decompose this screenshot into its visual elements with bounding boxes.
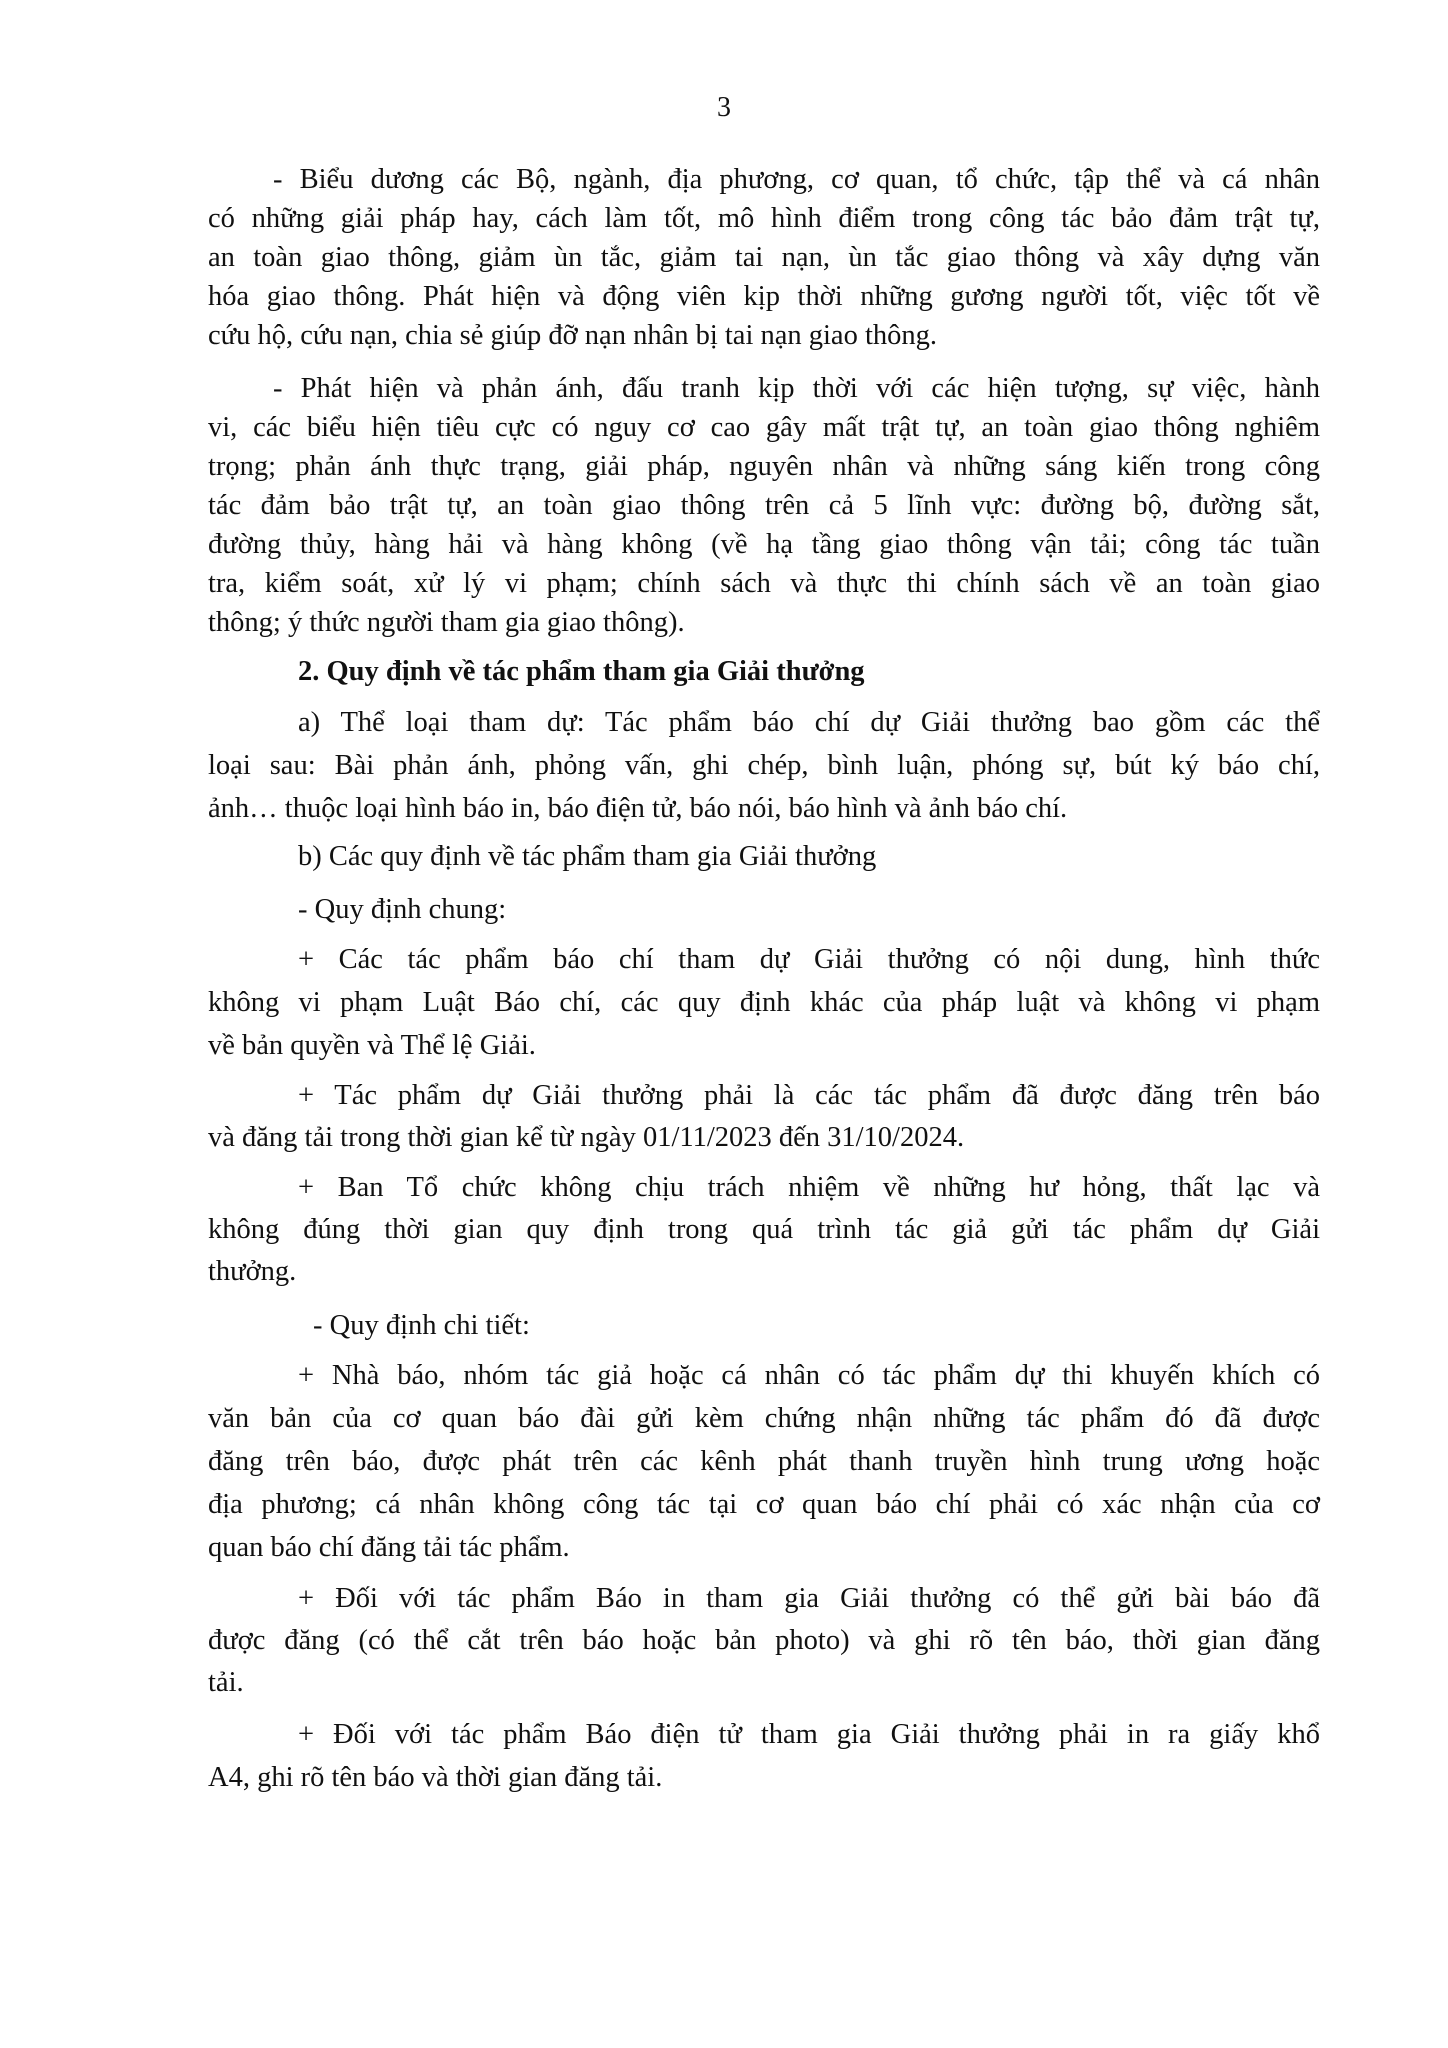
page-number: 3 (717, 92, 731, 123)
section-heading (208, 652, 1320, 692)
text-line: về bản quyền và Thể lệ Giải. (208, 1030, 536, 1061)
text-line: địa phương; cá nhân không công tác tại cơ quan báo chí phải có xác nhận của cơ (208, 1489, 1320, 1520)
text-line: + Đối với tác phẩm Báo điện tử tham gia Giải thưởng phải in ra giấy khổ (298, 1719, 1320, 1750)
paragraph-phat-hien (208, 369, 1320, 642)
text-line: + Ban Tổ chức không chịu trách nhiệm về những hư hỏng, thất lạc và (298, 1172, 1320, 1203)
text-line: không đúng thời gian quy định trong quá trình tác giả gửi tác phẩm dự Giải (208, 1214, 1320, 1245)
text-line: thưởng. (208, 1256, 297, 1287)
text-line: đăng trên báo, được phát trên các kênh phát thanh truyền hình trung ương hoặc (208, 1446, 1320, 1477)
text-line: - Quy định chi tiết: (313, 1310, 530, 1341)
text-line: đường thủy, hàng hải và hàng không (về hạ tầng giao thông vận tải; công tác tuần (208, 529, 1320, 560)
text-line: b) Các quy định về tác phẩm tham gia Giải thưởng (298, 841, 877, 872)
text-line: + Tác phẩm dự Giải thưởng phải là các tác phẩm đã được đăng trên báo (298, 1080, 1320, 1111)
text-line: an toàn giao thông, giảm ùn tắc, giảm tai nạn, ùn tắc giao thông và xây dựng văn (208, 242, 1320, 273)
paragraph-nha-bao (208, 1354, 1320, 1569)
text-line: tra, kiểm soát, xử lý vi phạm; chính sách và thực thi chính sách về an toàn giao (208, 568, 1320, 599)
paragraph-thoi-gian (208, 1075, 1320, 1159)
paragraph-cac-quy-dinh (208, 837, 1320, 877)
text-line: thông; ý thức người tham gia giao thông). (208, 607, 685, 638)
text-line: có những giải pháp hay, cách làm tốt, mô hình điểm trong công tác bảo đảm trật tự, (208, 203, 1320, 234)
text-line: a) Thể loại tham dự: Tác phẩm báo chí dự Giải thưởng bao gồm các thể (298, 707, 1320, 738)
text-line: trọng; phản ánh thực trạng, giải pháp, nguyên nhân và những sáng kiến trong công (208, 451, 1320, 482)
text-line: và đăng tải trong thời gian kể từ ngày 01/11/2023 đến 31/10/2024. (208, 1122, 965, 1153)
text-line: được đăng (có thể cắt trên báo hoặc bản photo) và ghi rõ tên báo, thời gian đăng (208, 1625, 1320, 1656)
text-line: - Quy định chung: (298, 894, 507, 925)
text-line: văn bản của cơ quan báo đài gửi kèm chứng nhận những tác phẩm đó đã được (208, 1403, 1320, 1434)
text-line: A4, ghi rõ tên báo và thời gian đăng tải. (208, 1762, 663, 1793)
paragraph-quy-dinh-chung (208, 890, 1320, 930)
paragraph-bao-in (208, 1578, 1320, 1704)
text-line: + Đối với tác phẩm Báo in tham gia Giải thưởng có thể gửi bài báo đã (298, 1583, 1320, 1614)
paragraph-ban-to-chuc (208, 1167, 1320, 1293)
text-line: vi, các biểu hiện tiêu cực có nguy cơ cao gây mất trật tự, an toàn giao thông nghiêm (208, 412, 1320, 443)
text-line: 2. Quy định về tác phẩm tham gia Giải thưởng (298, 656, 865, 687)
paragraph-noi-dung (208, 938, 1320, 1067)
text-line: không vi phạm Luật Báo chí, các quy định khác của pháp luật và không vi phạm (208, 987, 1320, 1018)
paragraph-bieu-duong (208, 160, 1320, 355)
text-line: quan báo chí đăng tải tác phẩm. (208, 1532, 570, 1563)
text-line: hóa giao thông. Phát hiện và động viên kịp thời những gương người tốt, việc tốt về (208, 281, 1320, 312)
text-line: + Các tác phẩm báo chí tham dự Giải thưởng có nội dung, hình thức (298, 944, 1320, 975)
paragraph-the-loai (208, 701, 1320, 830)
paragraph-quy-dinh-chi-tiet (208, 1306, 1320, 1346)
text-line: - Biểu dương các Bộ, ngành, địa phương, cơ quan, tổ chức, tập thể và cá nhân (273, 164, 1320, 195)
text-line: loại sau: Bài phản ánh, phỏng vấn, ghi chép, bình luận, phóng sự, bút ký báo chí, (208, 750, 1320, 781)
text-line: tác đảm bảo trật tự, an toàn giao thông trên cả 5 lĩnh vực: đường bộ, đường sắt, (208, 490, 1320, 521)
text-line: cứu hộ, cứu nạn, chia sẻ giúp đỡ nạn nhân bị tai nạn giao thông. (208, 320, 938, 351)
text-line: tải. (208, 1667, 244, 1698)
paragraph-bao-dien-tu (208, 1713, 1320, 1799)
text-line: - Phát hiện và phản ánh, đấu tranh kịp thời với các hiện tượng, sự việc, hành (273, 373, 1320, 404)
text-line: + Nhà báo, nhóm tác giả hoặc cá nhân có tác phẩm dự thi khuyến khích có (298, 1360, 1320, 1391)
text-line: ảnh… thuộc loại hình báo in, báo điện tử, báo nói, báo hình và ảnh báo chí. (208, 793, 1068, 824)
